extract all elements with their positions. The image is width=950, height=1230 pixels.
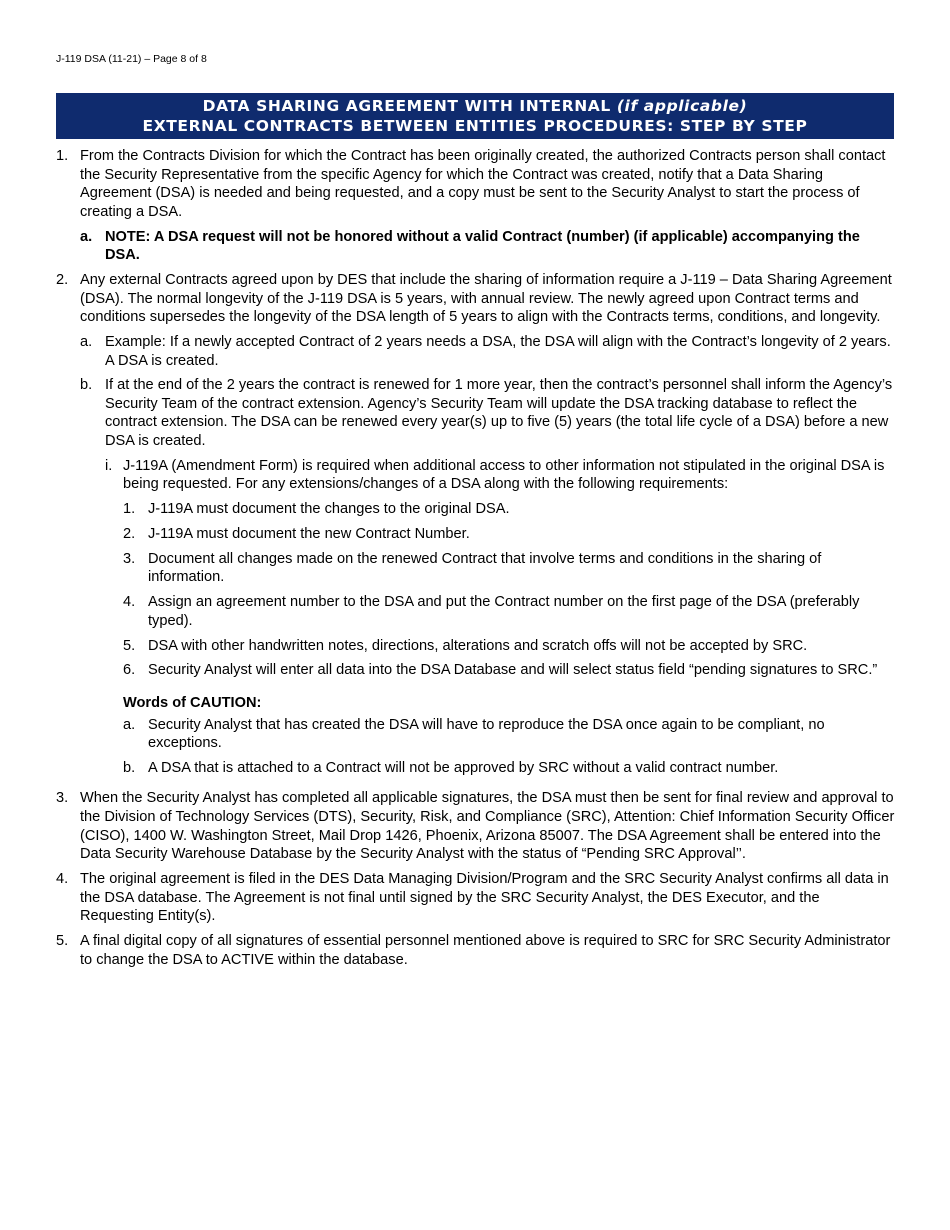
step-3 xyxy=(56,789,896,863)
requirement-text: J-119A must document the new Contract Number. xyxy=(148,526,470,542)
step-text: A final digital copy of all signatures of essential personnel mentioned above is required to SRC for SRC Security Administrator to change the DSA to ACTIVE within the database. xyxy=(80,933,891,968)
requirement-text: Document all changes made on the renewed Contract that involve terms and conditions in the sharing of information. xyxy=(148,550,822,586)
step-number: 5. xyxy=(56,933,69,949)
step-1 xyxy=(56,147,896,221)
requirement-item xyxy=(123,550,896,587)
step-2-sub-a xyxy=(80,333,896,370)
step-text: From the Contracts Division for which the Contract has been originally created, the authorized Contracts person shall contact the Security Representative from the specific Agency for which the Contract was created, notify that a Data Sharing Agreement (DSA) is needed and being requested, and a copy must be sent to the Security Analyst to start the process of creating a DSA. xyxy=(80,148,886,220)
step-4 xyxy=(56,870,896,926)
caution-text: Security Analyst that has created the DSA will have to reproduce the DSA once again to be compliant, no exceptions. xyxy=(148,716,825,752)
caution-letter: b. xyxy=(123,759,136,776)
step-number: 4. xyxy=(56,871,69,888)
sub-item-letter: b. xyxy=(80,377,93,394)
sub-item-text: NOTE: A DSA request will not be honored without a valid Contract (number) (if applicable) accompanying the DSA. xyxy=(105,228,860,264)
requirement-number: 5. xyxy=(123,637,136,654)
caution-letter: a. xyxy=(123,716,136,733)
requirement-text: DSA with other handwritten notes, directions, alterations and scratch offs will not be accepted by SRC. xyxy=(148,637,808,654)
banner-line-1 xyxy=(56,96,894,116)
caution-heading: Words of CAUTION: xyxy=(123,694,262,711)
step-2-roman-i xyxy=(105,457,896,494)
requirement-item xyxy=(123,661,896,680)
sub-item-text: If at the end of the 2 years the contract is renewed for 1 more year, then the contract’s personnel shall inform the Agency’s Security Team of the contract extension. Agency’s Security Team will update the DSA tracking database to reflect the contract extension. The DSA can be renewed every year(s) up to five (5) years (the total life cycle of a DSA) before a new DSA is created. xyxy=(105,377,893,450)
banner-line-2: EXTERNAL CONTRACTS BETWEEN ENTITIES PROCEDURES: STEP BY STEP xyxy=(142,117,808,135)
caution-text: A DSA that is attached to a Contract will not be approved by SRC without a valid contract number. xyxy=(148,759,779,776)
caution-item xyxy=(123,716,896,753)
requirement-text: Assign an agreement number to the DSA and put the Contract number on the first page of the DSA (preferably typed). xyxy=(148,594,860,629)
step-number: 3. xyxy=(56,790,69,807)
sub-item-text: Example: If a newly accepted Contract of 2 years needs a DSA, the DSA will align with the Contract’s longevity of 2 years. A DSA is created. xyxy=(105,333,891,369)
sub-item-letter: a. xyxy=(80,228,93,245)
section-title-banner xyxy=(56,93,894,139)
requirement-item xyxy=(123,500,896,519)
step-1-note xyxy=(80,228,896,265)
requirement-number: 2. xyxy=(123,526,136,542)
roman-item-text: J-119A (Amendment Form) is required when additional access to other information not stipulated in the original DSA is being requested. For any extensions/changes of a DSA along with the following requirements: xyxy=(123,457,885,493)
requirement-number: 6. xyxy=(123,662,136,679)
banner-title-qualifier: (if applicable) xyxy=(616,97,748,115)
banner-title-main: DATA SHARING AGREEMENT WITH INTERNAL xyxy=(202,97,611,115)
step-2-sub-b xyxy=(80,376,896,450)
requirement-item xyxy=(123,525,896,544)
step-2 xyxy=(56,271,896,327)
step-text: Any external Contracts agreed upon by DES that include the sharing of information require a J-119 – Data Sharing Agreement (DSA). The normal longevity of the J-119 DSA is 5 years, with annual review. The newly agreed upon Contract terms and conditions supersedes the longevity of the DSA length of 5 years to align with the Contracts terms, conditions, and longevity. xyxy=(80,271,892,326)
requirement-number: 1. xyxy=(123,501,136,518)
form-page-header: J-119 DSA (11-21) – Page 8 of 8 xyxy=(56,53,207,65)
requirement-text: J-119A must document the changes to the original DSA. xyxy=(148,501,510,518)
requirement-number: 4. xyxy=(123,594,136,611)
roman-numeral: i. xyxy=(105,457,113,474)
step-text: When the Security Analyst has completed all applicable signatures, the DSA must then be sent for final review and approval to the Division of Technology Services (DTS), Security, Risk, and Compliance (SRC), Attention: Chief Information Security Officer (CISO), 1400 W. Washington Street, Mail Drop 1426, Phoenix, Arizona 85007. The DSA Agreement shall be entered into the Data Security Warehouse Database by the Security Analyst with the status of “Pending SRC Approval’’. xyxy=(80,790,895,863)
step-5 xyxy=(56,932,896,969)
requirement-text: Security Analyst will enter all data into the DSA Database and will select status field “pending signatures to SRC.” xyxy=(148,662,878,679)
caution-item xyxy=(123,759,896,778)
requirement-item xyxy=(123,593,896,630)
requirement-number: 3. xyxy=(123,550,136,567)
procedure-steps xyxy=(56,147,896,975)
step-number: 2. xyxy=(56,271,69,288)
requirement-item xyxy=(123,637,896,656)
sub-item-letter: a. xyxy=(80,333,93,350)
step-text: The original agreement is filed in the DES Data Managing Division/Program and the SRC Security Analyst confirms all data in the DSA database. The Agreement is not final until signed by the SRC Security Analyst, the DES Executor, and the Requesting Entity(s). xyxy=(80,871,889,925)
step-number: 1. xyxy=(56,148,69,164)
